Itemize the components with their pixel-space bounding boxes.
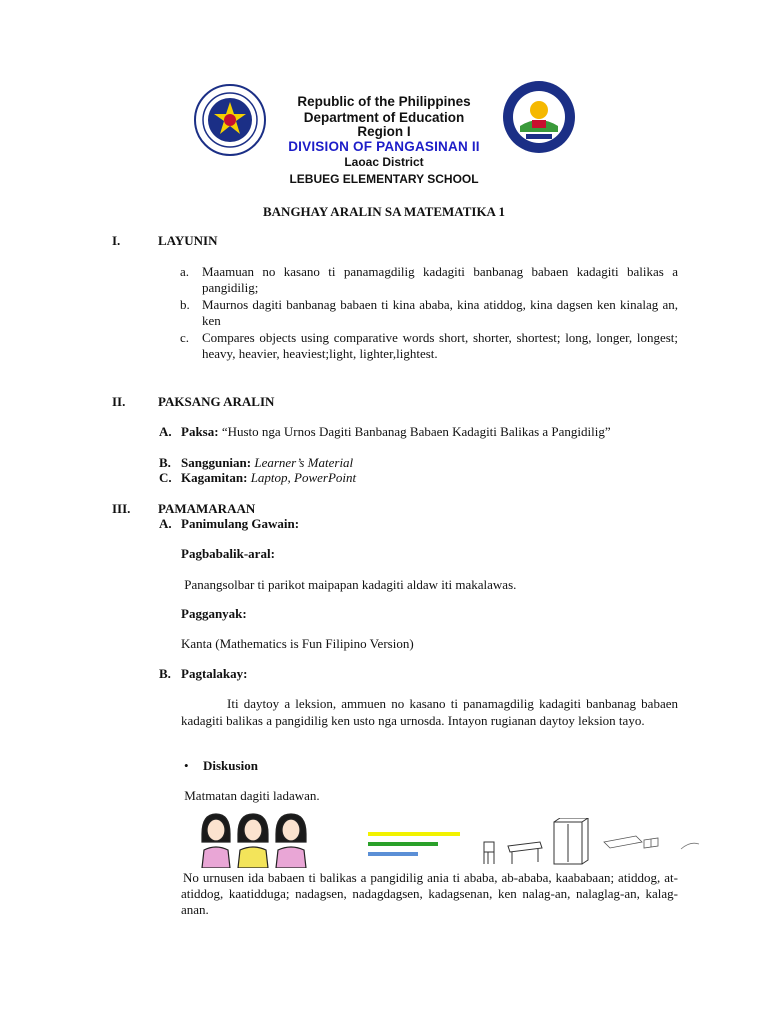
subject-row xyxy=(181,424,621,440)
step-b-label: B. xyxy=(159,666,171,681)
subject-key: Paksa: xyxy=(181,424,219,439)
feather-illustration xyxy=(680,838,700,848)
motivation-text: Kanta (Mathematics is Fun Filipino Version) xyxy=(181,636,414,651)
materials-row xyxy=(181,470,661,486)
materials-key: Kagamitan: xyxy=(181,470,248,485)
objective-a-text: Maamuan no kasano ti panamagdilig kadagiti banbanag babaen kadagiti balikas a pangidilig; xyxy=(202,264,678,295)
header-line-deped: Department of Education xyxy=(303,110,465,125)
section-2-number: II. xyxy=(112,394,126,409)
section-1-number: I. xyxy=(112,233,121,248)
subject-text: “Husto nga Urnos Dagiti Banbanag Babaen Kadagiti Balikas a Pangidilig” xyxy=(221,424,611,439)
section-2-title: PAKSANG ARALIN xyxy=(158,394,275,409)
paper-book-illustration xyxy=(602,834,660,850)
reference-label: B. xyxy=(159,455,171,470)
header-line-region: Region I xyxy=(357,124,411,139)
header-line-republic: Republic of the Philippines xyxy=(297,94,471,109)
section-3-title: PAMAMARAAN xyxy=(158,501,256,516)
header-district: Laoac District xyxy=(344,155,424,169)
objective-b-label: b. xyxy=(180,297,190,312)
reference-key: Sanggunian: xyxy=(181,455,252,470)
subject-label: A. xyxy=(159,424,172,439)
objective-b-text: Maurnos dagiti banbanag babaen ti kina ababa, kina atiddog, kina dagsen ken kinalag an, ken xyxy=(202,297,678,328)
objective-c-text: Compares objects using comparative words short, shorter, shortest; long, longer, longest; heavy, heavier, heaviest;light, lighter,lightest. xyxy=(202,330,678,361)
observe-instruction: Matmatan dagiti ladawan. xyxy=(181,788,320,803)
materials-label: C. xyxy=(159,470,172,485)
materials-text: Laptop, PowerPoint xyxy=(250,470,357,485)
discussion-intro-paragraph: Iti daytoy a leksion, ammuen no kasano ti panamagdilig kadagiti banbanag babaen kadagiti balikas a pangidilig ken usto nga urnosda. Intayon rugianan daytoy leksion tayo. xyxy=(181,696,678,728)
blue-bar xyxy=(368,852,418,856)
header-school: LEBUEG ELEMENTARY SCHOOL xyxy=(289,172,479,186)
reference-text: Learner’s Material xyxy=(254,455,354,470)
review-text: Panangsolbar ti parikot maipapan kadagiti aldaw iti makalawas. xyxy=(181,577,517,592)
step-b-title: Pagtalakay: xyxy=(181,666,248,681)
green-bar xyxy=(368,842,438,846)
section-3-number: III. xyxy=(112,501,131,516)
colored-length-bars xyxy=(366,832,462,858)
section-1-title: LAYUNIN xyxy=(158,233,218,248)
chair-table-cabinet-illustration xyxy=(480,818,592,866)
reference-row xyxy=(181,455,661,471)
yellow-bar xyxy=(368,832,460,836)
document-title: BANGHAY ARALIN SA MATEMATIKA 1 xyxy=(263,204,505,219)
three-girls-illustration xyxy=(194,812,312,868)
step-a-label: A. xyxy=(159,516,172,531)
header-division: DIVISION OF PANGASINAN II xyxy=(288,139,480,154)
bullet-marker: • xyxy=(184,758,189,773)
step-a-title: Panimulang Gawain: xyxy=(181,516,300,531)
objective-a-label: a. xyxy=(180,264,190,279)
discussion-heading: Diskusion xyxy=(203,758,258,773)
review-heading: Pagbabalik-aral: xyxy=(181,546,275,561)
objective-c-label: c. xyxy=(180,330,190,345)
ordering-paragraph: No urnusen ida babaen ti balikas a pangidilig ania ti ababa, ab-ababa, kaababaan; atiddog, at-atiddog, kaatidduga; nadagsen, nadagdagsen, kadagsenan, ken nalag-an, nalaglag-an, kalag-anan. xyxy=(181,870,678,917)
motivation-heading: Pagganyak: xyxy=(181,606,247,621)
